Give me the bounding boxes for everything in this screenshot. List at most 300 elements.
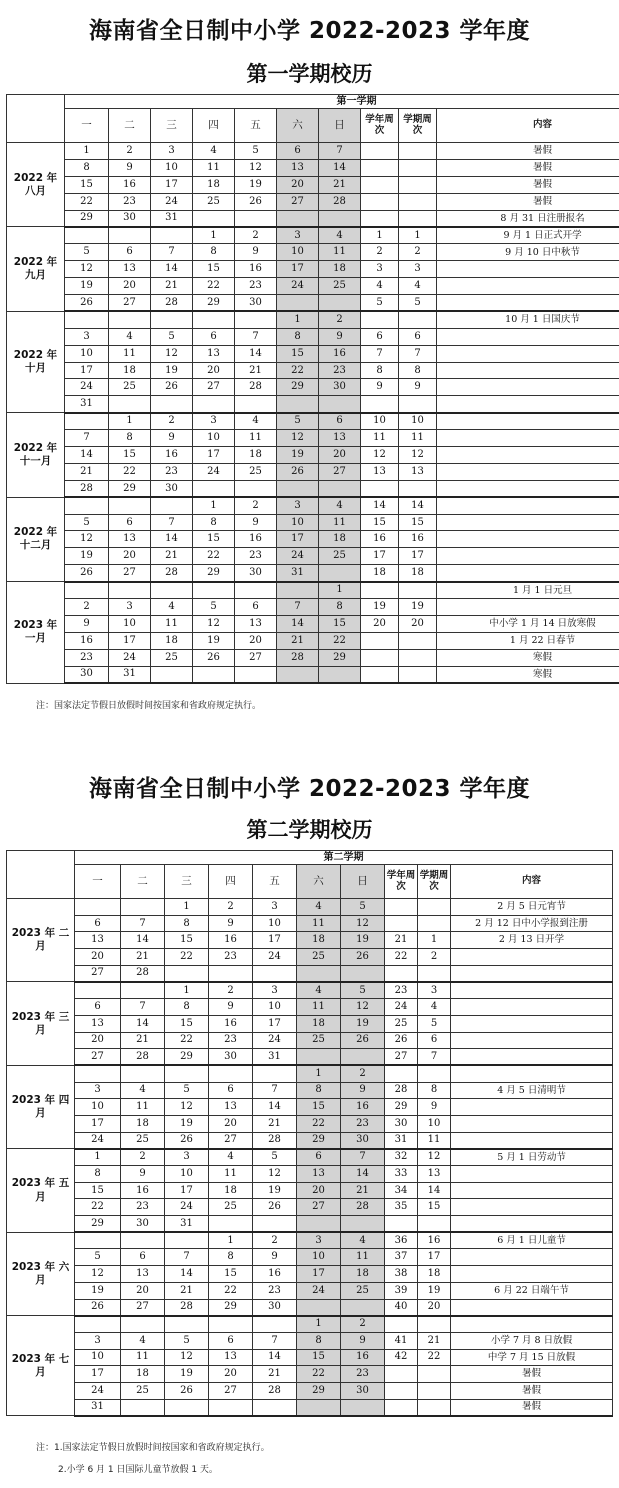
day-cell bbox=[319, 396, 361, 413]
note-cell bbox=[437, 463, 619, 480]
day-cell: 14 bbox=[253, 1349, 297, 1366]
week-row bbox=[7, 143, 619, 160]
term-week-cell: 16 bbox=[399, 531, 437, 548]
day-cell: 10 bbox=[297, 1249, 341, 1266]
day-cell: 19 bbox=[253, 1182, 297, 1199]
day-cell bbox=[297, 965, 341, 982]
day-cell: 6 bbox=[209, 1082, 253, 1099]
term-week-cell: 15 bbox=[399, 514, 437, 531]
day-cell bbox=[193, 480, 235, 497]
term-week-cell bbox=[399, 311, 437, 328]
day-cell: 18 bbox=[341, 1266, 385, 1283]
header-row bbox=[7, 851, 613, 865]
term-week-cell: 19 bbox=[418, 1282, 451, 1299]
day-cell: 26 bbox=[193, 649, 235, 666]
day-cell: 24 bbox=[193, 463, 235, 480]
day-cell: 21 bbox=[319, 176, 361, 193]
day-cell: 15 bbox=[297, 1099, 341, 1116]
day-cell: 2 bbox=[235, 497, 277, 514]
year-week-cell: 40 bbox=[385, 1299, 418, 1316]
day-cell: 20 bbox=[121, 1282, 165, 1299]
day-cell: 17 bbox=[109, 632, 151, 649]
year-week-cell: 35 bbox=[385, 1199, 418, 1216]
week-row bbox=[7, 1132, 613, 1149]
column-header: 四 bbox=[209, 865, 253, 899]
week-row bbox=[7, 1099, 613, 1116]
day-cell: 5 bbox=[65, 244, 109, 261]
day-cell bbox=[151, 311, 193, 328]
week-row bbox=[7, 1032, 613, 1049]
day-cell: 16 bbox=[151, 447, 193, 464]
day-cell: 19 bbox=[193, 632, 235, 649]
day-cell: 24 bbox=[277, 548, 319, 565]
day-cell bbox=[341, 1399, 385, 1416]
note-cell: 2 月 13 日开学 bbox=[451, 932, 613, 949]
day-cell: 29 bbox=[297, 1132, 341, 1149]
day-cell: 30 bbox=[209, 1049, 253, 1066]
day-cell: 4 bbox=[319, 497, 361, 514]
day-cell: 17 bbox=[253, 1015, 297, 1032]
week-row bbox=[7, 565, 619, 582]
day-cell: 11 bbox=[193, 159, 235, 176]
day-cell: 14 bbox=[341, 1166, 385, 1183]
year-week-cell: 25 bbox=[385, 1015, 418, 1032]
day-cell: 21 bbox=[235, 362, 277, 379]
week-row bbox=[7, 649, 619, 666]
note-cell bbox=[437, 497, 619, 514]
day-cell: 21 bbox=[121, 1032, 165, 1049]
year-week-cell bbox=[385, 965, 418, 982]
day-cell: 14 bbox=[165, 1266, 209, 1283]
day-cell: 24 bbox=[65, 379, 109, 396]
day-cell bbox=[121, 1232, 165, 1249]
year-week-cell: 9 bbox=[361, 379, 399, 396]
month-label: 2023 年 三月 bbox=[7, 982, 75, 1065]
note-cell bbox=[451, 1266, 613, 1283]
semester-label: 第二学期 bbox=[75, 851, 613, 865]
term-week-cell: 2 bbox=[399, 244, 437, 261]
semester-label: 第一学期 bbox=[65, 95, 619, 109]
day-cell: 16 bbox=[319, 345, 361, 362]
day-cell: 3 bbox=[253, 982, 297, 999]
day-cell: 23 bbox=[121, 1199, 165, 1216]
day-cell: 28 bbox=[65, 480, 109, 497]
day-cell: 12 bbox=[165, 1099, 209, 1116]
term-week-cell: 14 bbox=[418, 1182, 451, 1199]
day-cell: 11 bbox=[235, 430, 277, 447]
footnote: 注：国家法定节假日放假时间按国家和省政府规定执行。 bbox=[36, 701, 262, 711]
day-cell: 3 bbox=[253, 899, 297, 916]
year-week-cell: 4 bbox=[361, 278, 399, 295]
day-cell: 7 bbox=[121, 999, 165, 1016]
day-cell bbox=[121, 1399, 165, 1416]
note-cell bbox=[437, 328, 619, 345]
term-week-cell bbox=[399, 193, 437, 210]
day-cell: 26 bbox=[151, 379, 193, 396]
note-cell: 6 月 22 日端午节 bbox=[451, 1282, 613, 1299]
day-cell: 20 bbox=[109, 548, 151, 565]
day-cell: 10 bbox=[165, 1166, 209, 1183]
year-week-cell: 6 bbox=[361, 328, 399, 345]
day-cell: 9 bbox=[235, 514, 277, 531]
term-week-cell: 4 bbox=[399, 278, 437, 295]
day-cell: 11 bbox=[109, 345, 151, 362]
day-cell: 13 bbox=[209, 1349, 253, 1366]
note-cell bbox=[451, 999, 613, 1016]
day-cell: 28 bbox=[277, 649, 319, 666]
day-cell: 29 bbox=[319, 649, 361, 666]
day-cell: 8 bbox=[109, 430, 151, 447]
day-cell: 21 bbox=[65, 463, 109, 480]
day-cell bbox=[253, 1399, 297, 1416]
day-cell: 1 bbox=[165, 899, 209, 916]
term-week-cell: 18 bbox=[399, 565, 437, 582]
day-cell: 31 bbox=[253, 1049, 297, 1066]
day-cell: 9 bbox=[109, 159, 151, 176]
term-week-cell: 10 bbox=[399, 413, 437, 430]
day-cell: 5 bbox=[253, 1149, 297, 1166]
page-subtitle: 第二学期校历 bbox=[246, 818, 373, 842]
day-cell: 1 bbox=[165, 982, 209, 999]
day-cell: 28 bbox=[235, 379, 277, 396]
day-cell bbox=[151, 396, 193, 413]
term-week-cell: 13 bbox=[418, 1166, 451, 1183]
day-cell: 21 bbox=[121, 949, 165, 966]
day-cell: 2 bbox=[253, 1232, 297, 1249]
day-cell: 24 bbox=[253, 1032, 297, 1049]
day-cell: 11 bbox=[151, 615, 193, 632]
term-week-cell: 22 bbox=[418, 1349, 451, 1366]
term-week-cell bbox=[399, 666, 437, 683]
term-week-cell: 9 bbox=[418, 1099, 451, 1116]
day-cell: 1 bbox=[65, 143, 109, 160]
year-week-cell: 21 bbox=[385, 932, 418, 949]
day-cell: 30 bbox=[121, 1216, 165, 1233]
note-cell bbox=[437, 261, 619, 278]
week-row bbox=[7, 1249, 613, 1266]
day-cell: 11 bbox=[341, 1249, 385, 1266]
day-cell: 8 bbox=[165, 915, 209, 932]
week-row bbox=[7, 1316, 613, 1333]
day-cell bbox=[319, 666, 361, 683]
note-cell: 暑假 bbox=[451, 1382, 613, 1399]
column-header: 一 bbox=[65, 109, 109, 143]
day-cell bbox=[121, 1316, 165, 1333]
day-cell: 7 bbox=[277, 599, 319, 616]
day-cell: 7 bbox=[151, 514, 193, 531]
day-cell: 26 bbox=[165, 1382, 209, 1399]
month-label: 2022 年 十二月 bbox=[7, 497, 65, 581]
calendar-table bbox=[6, 94, 619, 684]
note-cell: 4 月 5 日清明节 bbox=[451, 1082, 613, 1099]
term-week-cell: 20 bbox=[418, 1299, 451, 1316]
week-row bbox=[7, 949, 613, 966]
day-cell: 15 bbox=[209, 1266, 253, 1283]
day-cell: 12 bbox=[151, 345, 193, 362]
week-row bbox=[7, 311, 619, 328]
year-week-cell: 22 bbox=[385, 949, 418, 966]
day-cell: 27 bbox=[121, 1299, 165, 1316]
day-cell: 6 bbox=[109, 244, 151, 261]
day-cell: 18 bbox=[319, 261, 361, 278]
day-cell: 21 bbox=[253, 1115, 297, 1132]
day-cell: 4 bbox=[193, 143, 235, 160]
day-cell bbox=[235, 582, 277, 599]
year-week-cell: 23 bbox=[385, 982, 418, 999]
day-cell: 9 bbox=[121, 1166, 165, 1183]
day-cell: 3 bbox=[65, 328, 109, 345]
term-week-cell: 17 bbox=[399, 548, 437, 565]
day-cell bbox=[151, 666, 193, 683]
day-cell: 12 bbox=[235, 159, 277, 176]
term-week-cell: 5 bbox=[418, 1015, 451, 1032]
year-week-cell bbox=[385, 899, 418, 916]
week-row bbox=[7, 932, 613, 949]
day-cell: 1 bbox=[297, 1316, 341, 1333]
note-cell bbox=[451, 1049, 613, 1066]
column-header: 四 bbox=[193, 109, 235, 143]
day-cell: 10 bbox=[65, 345, 109, 362]
day-cell: 6 bbox=[209, 1332, 253, 1349]
day-cell bbox=[253, 1316, 297, 1333]
day-cell bbox=[75, 1232, 121, 1249]
note-cell: 9 月 10 日中秋节 bbox=[437, 244, 619, 261]
column-header: 二 bbox=[121, 865, 165, 899]
note-cell bbox=[451, 1166, 613, 1183]
note-cell bbox=[451, 1015, 613, 1032]
day-cell: 14 bbox=[319, 159, 361, 176]
day-cell bbox=[209, 1216, 253, 1233]
term-week-cell bbox=[418, 1382, 451, 1399]
day-cell: 19 bbox=[65, 278, 109, 295]
year-week-cell: 41 bbox=[385, 1332, 418, 1349]
column-header: 三 bbox=[151, 109, 193, 143]
day-cell: 6 bbox=[121, 1249, 165, 1266]
day-cell: 25 bbox=[341, 1282, 385, 1299]
day-cell: 9 bbox=[319, 328, 361, 345]
note-cell bbox=[451, 1316, 613, 1333]
day-cell: 22 bbox=[65, 193, 109, 210]
day-cell: 8 bbox=[193, 244, 235, 261]
day-cell: 1 bbox=[193, 497, 235, 514]
year-week-cell: 33 bbox=[385, 1166, 418, 1183]
day-cell bbox=[109, 497, 151, 514]
day-cell: 24 bbox=[297, 1282, 341, 1299]
day-cell: 18 bbox=[193, 176, 235, 193]
week-row bbox=[7, 599, 619, 616]
day-cell: 19 bbox=[165, 1115, 209, 1132]
day-cell: 17 bbox=[151, 176, 193, 193]
year-week-cell: 8 bbox=[361, 362, 399, 379]
day-cell: 17 bbox=[277, 261, 319, 278]
column-header: 内容 bbox=[437, 109, 619, 143]
day-cell: 5 bbox=[277, 413, 319, 430]
note-cell bbox=[437, 548, 619, 565]
day-cell: 19 bbox=[341, 1015, 385, 1032]
day-cell: 16 bbox=[209, 932, 253, 949]
day-cell: 18 bbox=[209, 1182, 253, 1199]
week-row bbox=[7, 982, 613, 999]
day-cell: 31 bbox=[75, 1399, 121, 1416]
header-row bbox=[7, 95, 619, 109]
day-cell: 7 bbox=[151, 244, 193, 261]
day-cell: 31 bbox=[65, 396, 109, 413]
day-cell: 13 bbox=[121, 1266, 165, 1283]
day-cell: 2 bbox=[209, 982, 253, 999]
day-cell bbox=[253, 1216, 297, 1233]
day-cell: 3 bbox=[277, 497, 319, 514]
day-cell: 4 bbox=[121, 1332, 165, 1349]
day-cell: 7 bbox=[65, 430, 109, 447]
day-cell: 21 bbox=[151, 548, 193, 565]
week-row bbox=[7, 1149, 613, 1166]
day-cell: 8 bbox=[319, 599, 361, 616]
day-cell bbox=[75, 1065, 121, 1082]
day-cell: 13 bbox=[209, 1099, 253, 1116]
term-week-cell: 21 bbox=[418, 1332, 451, 1349]
day-cell bbox=[193, 311, 235, 328]
day-cell: 14 bbox=[121, 932, 165, 949]
day-cell: 31 bbox=[277, 565, 319, 582]
day-cell bbox=[65, 227, 109, 244]
day-cell: 1 bbox=[297, 1065, 341, 1082]
term-week-cell bbox=[399, 632, 437, 649]
year-week-cell bbox=[361, 210, 399, 227]
year-week-cell bbox=[361, 666, 399, 683]
day-cell: 31 bbox=[151, 210, 193, 227]
day-cell: 17 bbox=[253, 932, 297, 949]
year-week-cell bbox=[385, 1366, 418, 1383]
year-week-cell: 30 bbox=[385, 1115, 418, 1132]
note-cell: 9 月 1 日正式开学 bbox=[437, 227, 619, 244]
term-week-cell bbox=[418, 1216, 451, 1233]
month-label: 2022 年 八月 bbox=[7, 143, 65, 227]
day-cell: 16 bbox=[65, 632, 109, 649]
term-week-cell bbox=[418, 1065, 451, 1082]
year-week-cell: 13 bbox=[361, 463, 399, 480]
year-week-cell: 26 bbox=[385, 1032, 418, 1049]
day-cell bbox=[297, 1299, 341, 1316]
day-cell: 4 bbox=[151, 599, 193, 616]
year-week-cell bbox=[385, 915, 418, 932]
day-cell: 20 bbox=[75, 1032, 121, 1049]
month-label: 2022 年 十月 bbox=[7, 311, 65, 412]
week-row bbox=[7, 915, 613, 932]
year-week-cell: 14 bbox=[361, 497, 399, 514]
day-cell: 3 bbox=[75, 1082, 121, 1099]
day-cell bbox=[109, 227, 151, 244]
day-cell: 23 bbox=[209, 1032, 253, 1049]
day-cell: 4 bbox=[297, 982, 341, 999]
day-cell: 29 bbox=[109, 480, 151, 497]
day-cell: 18 bbox=[235, 447, 277, 464]
week-row bbox=[7, 328, 619, 345]
day-cell: 23 bbox=[235, 278, 277, 295]
day-cell: 6 bbox=[109, 514, 151, 531]
day-cell: 26 bbox=[65, 565, 109, 582]
day-cell: 7 bbox=[253, 1332, 297, 1349]
note-cell: 暑假 bbox=[437, 193, 619, 210]
day-cell: 13 bbox=[193, 345, 235, 362]
day-cell: 27 bbox=[193, 379, 235, 396]
term-week-cell: 5 bbox=[399, 295, 437, 312]
page-title: 海南省全日制中小学 2022-2023 学年度 bbox=[88, 18, 531, 44]
day-cell: 4 bbox=[319, 227, 361, 244]
day-cell bbox=[151, 227, 193, 244]
day-cell: 25 bbox=[209, 1199, 253, 1216]
day-cell: 11 bbox=[319, 514, 361, 531]
day-cell bbox=[235, 666, 277, 683]
day-cell: 19 bbox=[151, 362, 193, 379]
day-cell: 15 bbox=[193, 261, 235, 278]
day-cell: 14 bbox=[121, 1015, 165, 1032]
day-cell: 12 bbox=[165, 1349, 209, 1366]
term-week-cell: 7 bbox=[399, 345, 437, 362]
footnote: 2.小学 6 月 1 日国际儿童节放假 1 天。 bbox=[58, 1465, 218, 1475]
week-row bbox=[7, 176, 619, 193]
day-cell: 16 bbox=[209, 1015, 253, 1032]
term-week-cell bbox=[399, 396, 437, 413]
day-cell: 5 bbox=[65, 514, 109, 531]
day-cell: 30 bbox=[235, 565, 277, 582]
day-cell: 28 bbox=[151, 295, 193, 312]
year-week-cell: 28 bbox=[385, 1082, 418, 1099]
day-cell: 8 bbox=[297, 1082, 341, 1099]
day-cell: 10 bbox=[75, 1349, 121, 1366]
day-cell: 19 bbox=[165, 1366, 209, 1383]
year-week-cell bbox=[361, 143, 399, 160]
day-cell: 23 bbox=[109, 193, 151, 210]
day-cell: 18 bbox=[319, 531, 361, 548]
day-cell: 20 bbox=[235, 632, 277, 649]
day-cell: 26 bbox=[75, 1299, 121, 1316]
note-cell bbox=[451, 982, 613, 999]
day-cell bbox=[277, 480, 319, 497]
day-cell: 23 bbox=[341, 1115, 385, 1132]
month-label: 2022 年 九月 bbox=[7, 227, 65, 311]
day-cell: 18 bbox=[109, 362, 151, 379]
day-cell: 16 bbox=[341, 1349, 385, 1366]
day-cell: 25 bbox=[235, 463, 277, 480]
term-week-cell: 12 bbox=[399, 447, 437, 464]
day-cell: 9 bbox=[341, 1082, 385, 1099]
day-cell: 17 bbox=[75, 1366, 121, 1383]
year-week-cell: 3 bbox=[361, 261, 399, 278]
day-cell: 16 bbox=[253, 1266, 297, 1283]
day-cell: 10 bbox=[193, 430, 235, 447]
day-cell: 27 bbox=[75, 965, 121, 982]
day-cell: 25 bbox=[297, 1032, 341, 1049]
day-cell: 19 bbox=[235, 176, 277, 193]
year-week-cell bbox=[385, 1382, 418, 1399]
day-cell: 21 bbox=[151, 278, 193, 295]
day-cell: 11 bbox=[297, 915, 341, 932]
term-week-cell: 18 bbox=[418, 1266, 451, 1283]
year-week-cell bbox=[361, 632, 399, 649]
day-cell: 29 bbox=[277, 379, 319, 396]
year-week-cell bbox=[385, 1399, 418, 1416]
day-cell bbox=[65, 582, 109, 599]
day-cell: 8 bbox=[165, 999, 209, 1016]
note-cell bbox=[437, 362, 619, 379]
day-cell: 16 bbox=[235, 261, 277, 278]
year-week-cell: 11 bbox=[361, 430, 399, 447]
note-cell bbox=[451, 1299, 613, 1316]
day-cell: 26 bbox=[165, 1132, 209, 1149]
day-cell: 2 bbox=[209, 899, 253, 916]
day-cell: 3 bbox=[151, 143, 193, 160]
term-week-cell bbox=[418, 1399, 451, 1416]
